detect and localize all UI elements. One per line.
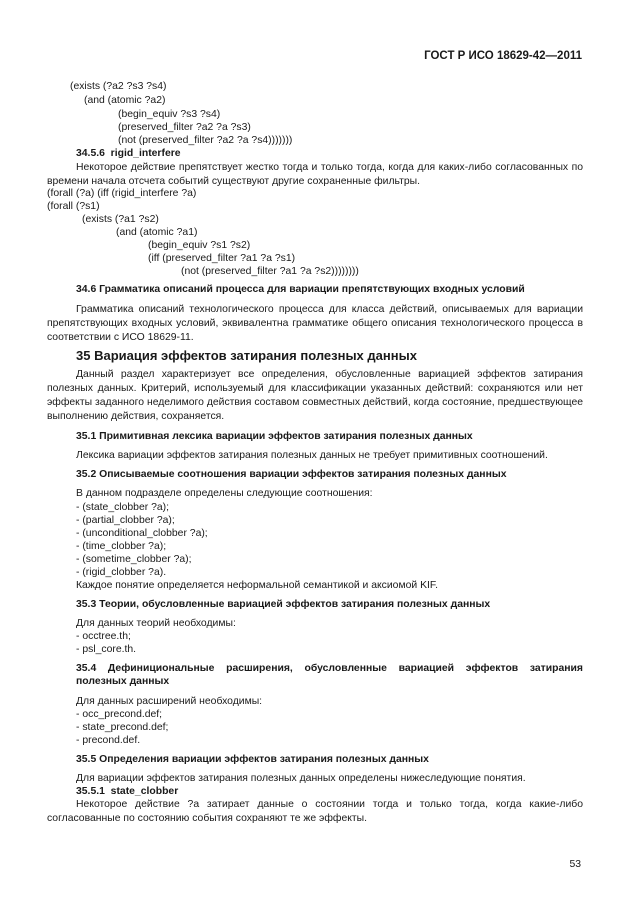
code-line: (exists (?a2 ?s3 ?s4) <box>70 81 167 92</box>
list-item: - (time_clobber ?a); <box>76 541 167 552</box>
section-heading-35-1: 35.1 Примитивная лексика вариации эффектов затирания полезных данных <box>76 431 473 442</box>
paragraph: Каждое понятие определяется неформальной семантикой и аксиомой KIF. <box>76 580 438 591</box>
paragraph: Лексика вариации эффектов затирания полезных данных не требует примитивных соотношений. <box>76 450 548 461</box>
heading-number: 35.5.1 <box>76 786 105 797</box>
heading-term: state_clobber <box>110 786 179 797</box>
section-heading-35-5-1 <box>76 785 178 798</box>
list-item: - psl_core.th. <box>76 644 137 655</box>
section-heading-35-5: 35.5 Определения вариации эффектов затирания полезных данных <box>76 754 429 765</box>
section-heading-35-4-cont: полезных данных <box>76 676 170 687</box>
code-line: (not (preserved_filter ?a1 ?a ?s2)))))))) <box>181 266 359 277</box>
list-item: - occ_precond.def; <box>76 709 163 720</box>
paragraph: Для данных расширений необходимы: <box>76 696 263 707</box>
section-heading-35-2: 35.2 Описываемые соотношения вариации эффектов затирания полезных данных <box>76 469 507 480</box>
section-heading-35: 35 Вариация эффектов затирания полезных данных <box>76 348 417 363</box>
code-line: (and (atomic ?a1) <box>116 227 198 238</box>
list-item: - (partial_clobber ?a); <box>76 515 175 526</box>
section-heading-34-5-6 <box>76 147 181 160</box>
code-line: (forall (?s1) <box>47 201 100 212</box>
code-line: (not (preserved_filter ?a2 ?a ?s4))))))) <box>118 135 293 146</box>
code-line: (begin_equiv ?s1 ?s2) <box>148 240 251 251</box>
document-header: ГОСТ Р ИСО 18629-42—2011 <box>424 50 582 62</box>
list-item: - (rigid_clobber ?a). <box>76 567 167 578</box>
list-item: - occtree.th; <box>76 631 131 642</box>
heading-term: rigid_interfere <box>110 148 181 159</box>
list-item: - (unconditional_clobber ?a); <box>76 528 208 539</box>
list-item: - state_precond.def; <box>76 722 169 733</box>
page-number: 53 <box>569 859 581 870</box>
code-line: (forall (?a) (iff (rigid_interfere ?a) <box>47 188 197 199</box>
paragraph: Для данных теорий необходимы: <box>76 618 236 629</box>
section-heading-35-3: 35.3 Теории, обусловленные вариацией эффектов затирания полезных данных <box>76 599 491 610</box>
list-item: - precond.def. <box>76 735 141 746</box>
code-line: (preserved_filter ?a2 ?a ?s3) <box>118 122 251 133</box>
paragraph: В данном подразделе определены следующие соотношения: <box>76 488 373 499</box>
paragraph: Некоторое действие препятствует жестко тогда и только тогда, когда для каких-либо согласованных по времени начала отсчета событий существуют другие сохраненные фильтры. <box>47 162 583 187</box>
paragraph: Грамматика описаний технологического процесса для класса действий, описываемых для вариации препятствующих входных условий, эквивалентна грамматике общего описания технологического процесса в соответствии с ИСО 18629-11. <box>47 304 583 343</box>
section-heading-34-6: 34.6 Грамматика описаний процесса для вариации препятствующих входных условий <box>76 284 525 295</box>
code-line: (and (atomic ?a2) <box>84 95 166 106</box>
paragraph: Для вариации эффектов затирания полезных данных определены нижеследующие понятия. <box>76 773 526 784</box>
list-item: - (state_clobber ?a); <box>76 502 169 513</box>
heading-number: 34.5.6 <box>76 148 105 159</box>
code-line: (iff (preserved_filter ?a1 ?a ?s1) <box>148 253 296 264</box>
code-line: (begin_equiv ?s3 ?s4) <box>118 109 221 120</box>
section-heading-35-4: 35.4 Дефинициональные расширения, обусловленные вариацией эффектов затирания <box>76 663 583 674</box>
paragraph: Некоторое действие ?a затирает данные о состоянии тогда и только тогда, когда какие-либо согласованные по состоянию события сохраняют те же эффекты. <box>47 799 583 824</box>
list-item: - (sometime_clobber ?a); <box>76 554 192 565</box>
paragraph: Данный раздел характеризует все определения, обусловленные вариацией эффектов затирания полезных данных. Критерий, используемый для классификации указанных действий: сохраняются или нет эффекты заданного неделимого действия составом совместных действий, когда состояние, предшествующее выполнению действия, сохраняется. <box>47 369 583 422</box>
code-line: (exists (?a1 ?s2) <box>82 214 159 225</box>
